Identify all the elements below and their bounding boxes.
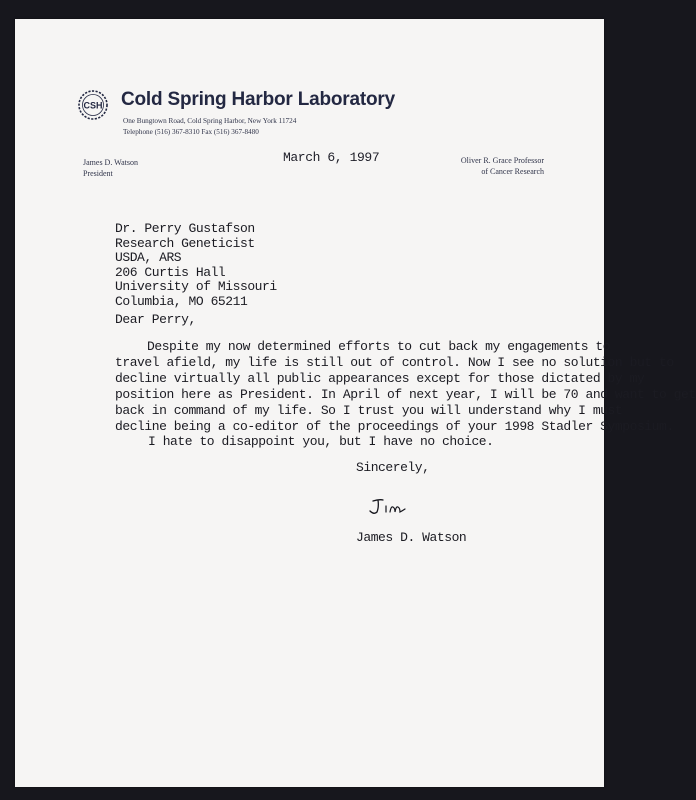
csh-logo-icon [77, 89, 109, 121]
letter-page [15, 19, 696, 787]
letter-date: March 6, 1997 [283, 150, 380, 165]
organization-name: Cold Spring Harbor Laboratory [121, 89, 395, 110]
body-paragraph [115, 339, 696, 435]
recipient-line: Dr. Perry Gustafson [115, 221, 255, 236]
body-line: Despite my now determined efforts to cut back my engagements to [147, 339, 611, 354]
sender-name: James D. Watson [83, 158, 138, 167]
recipient-line: University of Missouri [115, 279, 277, 295]
signer-name: James D. Watson [356, 530, 467, 545]
recipient-line: 206 Curtis Hall [115, 264, 226, 280]
body-line: travel afield, my life is still out of control. Now I see no solution but to [115, 355, 674, 370]
letterhead-phone: Telephone (516) 367-8310 Fax (516) 367-8480 [123, 128, 259, 136]
salutation: Dear Perry, [115, 312, 196, 327]
professorship-subtitle: of Cancer Research [481, 167, 544, 176]
recipient-line: Research Geneticist [115, 235, 255, 251]
body-line: position here as President. In April of next year, I will be 70 and want to get [115, 387, 696, 402]
handwritten-signature [367, 497, 419, 517]
body-line: decline virtually all public appearances except for those dictated by my [115, 371, 645, 386]
professorship-title: Oliver R. Grace Professor [460, 156, 544, 165]
recipient-line: USDA, ARS [115, 250, 182, 266]
recipient-line: Columbia, MO 65211 [115, 293, 248, 309]
valediction: Sincerely, [356, 460, 430, 475]
body-line: decline being a co-editor of the proceedings of your 1998 Stadler Symposium. [115, 419, 674, 434]
sender-title: President [83, 169, 113, 178]
logo-text: CSH [83, 100, 103, 111]
recipient-address [115, 222, 277, 310]
body-line: back in command of my life. So I trust you will understand why I must [115, 403, 623, 418]
closing-sentence: I hate to disappoint you, but I have no choice. [148, 434, 494, 449]
letterhead-address: One Bungtown Road, Cold Spring Harbor, New York 11724 [123, 117, 297, 125]
